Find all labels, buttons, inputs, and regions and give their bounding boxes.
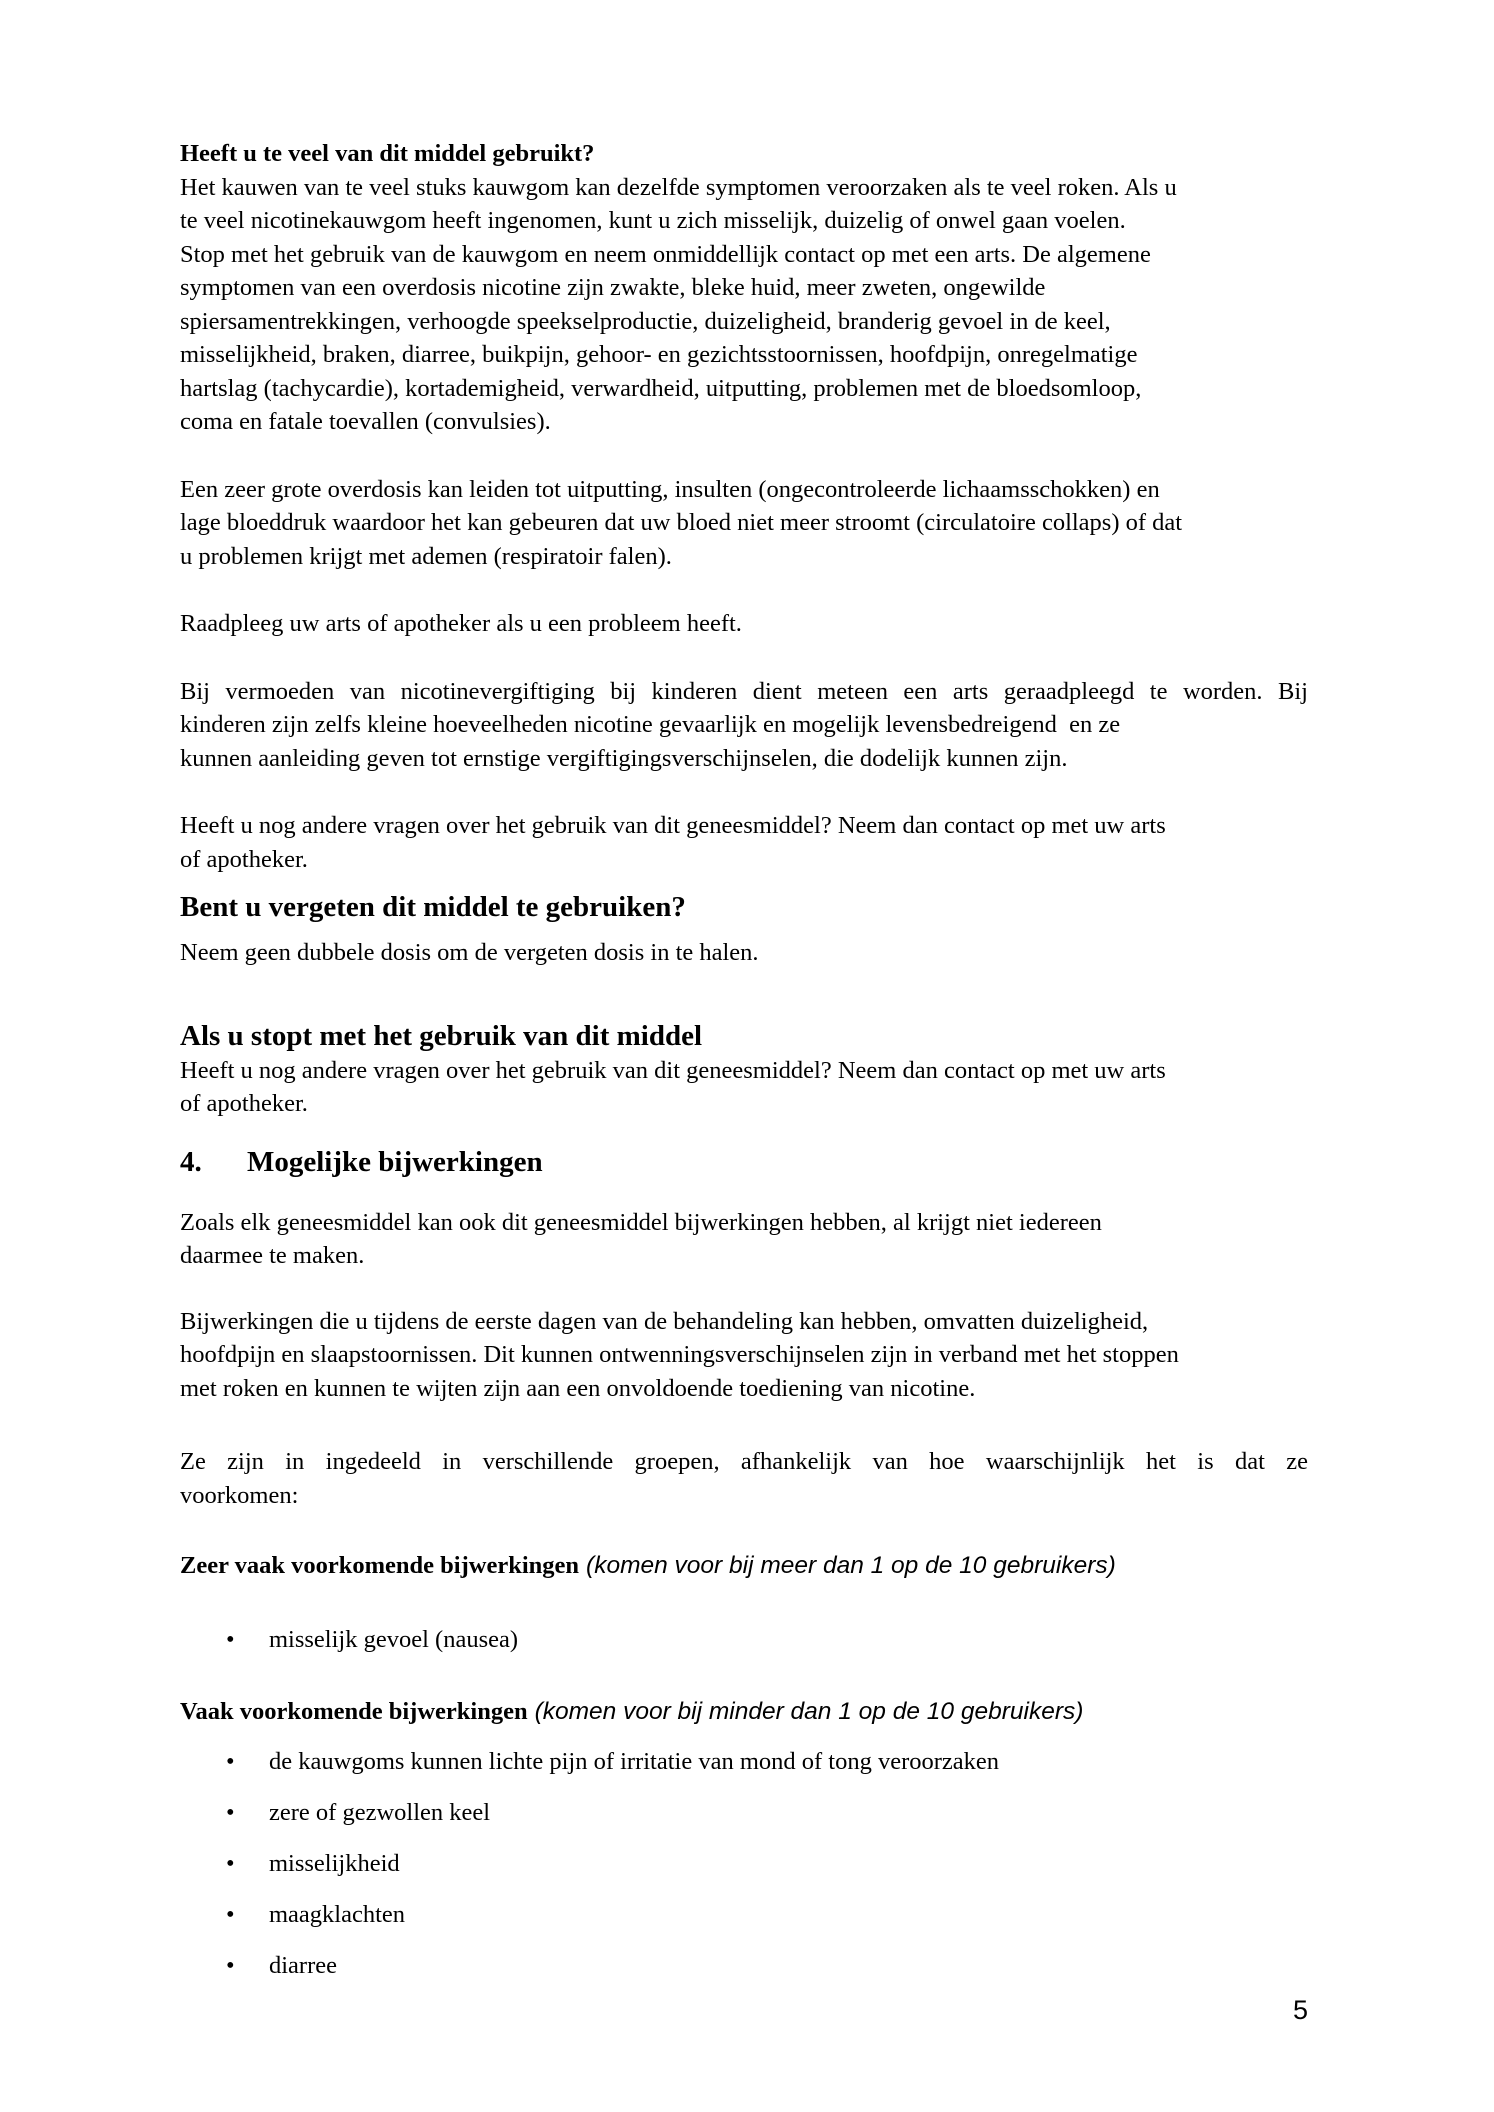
paragraph-line: Heeft u nog andere vragen over het gebruik van dit geneesmiddel? Neem dan contact op met uw arts	[180, 812, 1166, 839]
paragraph	[180, 1054, 1308, 1121]
paragraph-line: u problemen krijgt met ademen (respiratoir falen).	[180, 542, 672, 570]
list-item	[180, 1623, 1308, 1657]
paragraph	[180, 473, 1308, 574]
paragraph-line: coma en fatale toevallen (convulsies).	[180, 408, 551, 435]
list-item-text: diarree	[269, 1951, 337, 1979]
list-item	[180, 1796, 1308, 1830]
bullet-icon: •	[226, 1798, 235, 1826]
section-number: 4.	[180, 1145, 202, 1178]
paragraph-line: of apotheker.	[180, 1090, 308, 1117]
section-title: Mogelijke bijwerkingen	[247, 1145, 543, 1178]
paragraph	[180, 1206, 1308, 1273]
paragraph	[180, 607, 1308, 641]
bullet-list	[180, 1745, 1308, 1983]
list-item	[180, 1745, 1308, 1779]
list-item-text: de kauwgoms kunnen lichte pijn of irritatie van mond of tong veroorzaken	[269, 1747, 1000, 1775]
bullet-icon: •	[226, 1849, 235, 1877]
paragraph-line: voorkomen:	[180, 1481, 299, 1509]
list-item	[180, 1949, 1308, 1983]
paragraph	[180, 1445, 1308, 1512]
paragraph-line: kinderen zijn zelfs kleine hoeveelheden nicotine gevaarlijk en mogelijk levensbedreigend en ze	[180, 711, 1121, 738]
section-heading-large: Bent u vergeten dit middel te gebruiken?	[180, 891, 686, 923]
paragraph-line: Bijwerkingen die u tijdens de eerste dagen van de behandeling kan hebben, omvatten duizeligheid,	[180, 1307, 1149, 1335]
paragraph	[180, 675, 1308, 776]
page-number: 5	[1292, 1995, 1308, 2025]
paragraph-line: Heeft u nog andere vragen over het gebruik van dit geneesmiddel? Neem dan contact op met uw arts	[180, 1056, 1166, 1084]
paragraph-line: misselijkheid, braken, diarree, buikpijn, gehoor- en gezichtsstoornissen, hoofdpijn, onregelmatige	[180, 341, 1138, 368]
paragraph-line: te veel nicotinekauwgom heeft ingenomen, kunt u zich misselijk, duizelig of onwel gaan voelen.	[180, 207, 1126, 234]
section-heading-large: Als u stopt met het gebruik van dit middel	[180, 1019, 703, 1052]
frequency-heading	[180, 1695, 1308, 1732]
bullet-list	[180, 1623, 1308, 1657]
section-heading: Heeft u te veel van dit middel gebruikt?	[180, 140, 595, 167]
bullet-icon: •	[226, 1747, 235, 1775]
bullet-icon: •	[226, 1626, 235, 1653]
paragraph-line: hartslag (tachycardie), kortademigheid, verwardheid, uitputting, problemen met de bloedsomloop,	[180, 374, 1142, 402]
frequency-heading	[180, 1549, 1308, 1586]
bullet-icon: •	[226, 1951, 235, 1979]
paragraph-line: Zoals elk geneesmiddel kan ook dit geneesmiddel bijwerkingen hebben, al krijgt niet iedereen	[180, 1208, 1102, 1236]
paragraph-line: symptomen van een overdosis nicotine zijn zwakte, bleke huid, meer zweten, ongewilde	[180, 274, 1046, 301]
paragraph-line: Het kauwen van te veel stuks kauwgom kan dezelfde symptomen veroorzaken als te veel roken. Als u	[180, 173, 1177, 201]
paragraph-line: Ze zijn in ingedeeld in verschillende groepen, afhankelijk van hoe waarschijnlijk het is dat ze	[180, 1448, 1308, 1475]
list-item-text: misselijkheid	[269, 1849, 400, 1877]
paragraph-line: spiersamentrekkingen, verhoogde speekselproductie, duizeligheid, branderig gevoel in de keel,	[180, 307, 1111, 335]
frequency-heading-bold: Zeer vaak voorkomende bijwerkingen	[180, 1552, 580, 1579]
paragraph-line: daarmee te maken.	[180, 1242, 365, 1269]
paragraph-line: kunnen aanleiding geven tot ernstige vergiftigingsverschijnselen, die dodelijk kunnen zijn.	[180, 744, 1068, 772]
list-item	[180, 1847, 1308, 1881]
frequency-heading-qualifier: (komen voor bij minder dan 1 op de 10 gebruikers)	[534, 1697, 1084, 1725]
frequency-heading-qualifier: (komen voor bij meer dan 1 op de 10 gebruikers)	[586, 1552, 1116, 1579]
paragraph-line: Bij vermoeden van nicotinevergiftiging bij kinderen dient meteen een arts geraadpleegd te worden. Bij	[180, 677, 1308, 705]
paragraph-line: Raadpleeg uw arts of apotheker als u een probleem heeft.	[180, 610, 742, 637]
numbered-section-heading	[180, 1144, 1308, 1180]
paragraph-line: lage bloeddruk waardoor het kan gebeuren dat uw bloed niet meer stroomt (circulatoire collaps) of dat	[180, 509, 1183, 536]
list-item-text: zere of gezwollen keel	[269, 1798, 491, 1826]
paragraph-line: of apotheker.	[180, 845, 308, 873]
paragraph-line: hoofdpijn en slaapstoornissen. Dit kunnen ontwenningsverschijnselen zijn in verband met het stoppen	[180, 1341, 1179, 1368]
frequency-heading-bold: Vaak voorkomende bijwerkingen	[180, 1697, 528, 1725]
paragraph-line: Stop met het gebruik van de kauwgom en neem onmiddellijk contact op met een arts. De algemene	[180, 240, 1151, 268]
paragraph	[180, 809, 1308, 876]
paragraph-line: Neem geen dubbele dosis om de vergeten dosis in te halen.	[180, 939, 759, 966]
list-item-text: maagklachten	[269, 1900, 406, 1928]
paragraph	[180, 171, 1308, 439]
list-item	[180, 1898, 1308, 1932]
paragraph-line: Een zeer grote overdosis kan leiden tot uitputting, insulten (ongecontroleerde lichaamsschokken) en	[180, 475, 1160, 503]
paragraph-line: met roken en kunnen te wijten zijn aan een onvoldoende toediening van nicotine.	[180, 1374, 976, 1402]
list-item-text: misselijk gevoel (nausea)	[269, 1626, 519, 1653]
paragraph	[180, 936, 1308, 970]
bullet-icon: •	[226, 1900, 235, 1928]
paragraph	[180, 1305, 1308, 1406]
